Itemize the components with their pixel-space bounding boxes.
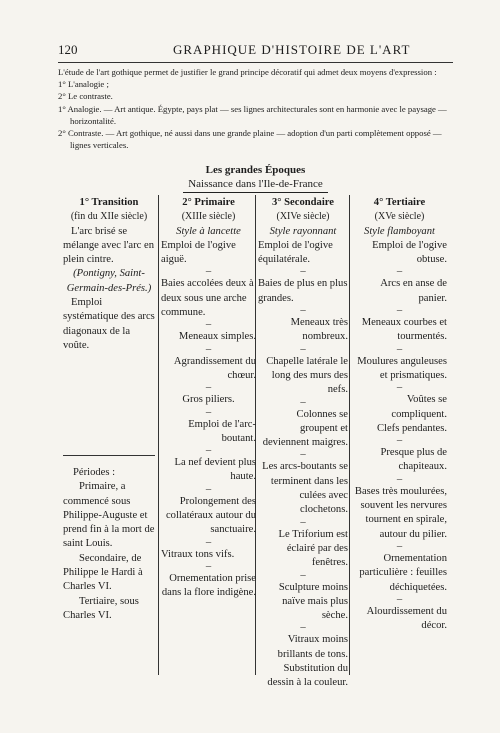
column-century: (XVe siècle) <box>374 211 425 223</box>
list-item: Gros piliers. <box>182 394 235 406</box>
intro-line: L'étude de l'art gothique permet de justifier le grand principe décoratif qui admet deux moyens d'expression : <box>58 67 437 77</box>
column-heading: 1° Transition <box>79 197 139 208</box>
separator-dash: – <box>396 343 403 355</box>
header-rule <box>58 62 453 63</box>
list-item: Meneaux simples. <box>178 331 256 343</box>
column-style: Style à lancette <box>176 225 241 237</box>
running-title: GRAPHIQUE D'HISTOIRE DE L'ART <box>173 42 411 57</box>
list-item: La nef devient plus haute. <box>174 457 256 483</box>
list-item: Bases très moulurées, souvent les nervures tournent en spirale, autour du pilier. <box>354 485 447 540</box>
contraste-paragraph: 2° Contraste. — Art gothique, né aussi dans une grande plaine — adoption d'un parti complètement opposé — lignes verticales. <box>58 128 442 151</box>
separator-dash: – <box>205 266 212 278</box>
column-tertiaire <box>352 196 447 633</box>
periods-rule <box>63 455 155 456</box>
column-heading: 2° Primaire <box>182 197 235 208</box>
list-item: Meneaux très nombreux. <box>290 317 348 343</box>
intro-text <box>58 66 453 151</box>
list-item: Vitraux moins brillants de tons. Substitution du dessin à la couleur. <box>267 634 348 689</box>
separator-dash: – <box>205 319 212 331</box>
list-item: Ornementation particulière : feuilles déchiquetées. <box>359 552 447 593</box>
separator-dash: – <box>396 266 403 278</box>
separator-dash: – <box>205 445 212 457</box>
column-century: (XIIIe siècle) <box>181 211 236 223</box>
list-item: Colonnes se groupent et deviennent maigres. <box>262 408 348 449</box>
list-item: Sculpture moins naïve mais plus sèche. <box>278 581 348 622</box>
periods-title: Périodes : <box>73 467 116 478</box>
separator-dash: – <box>205 382 212 394</box>
list-item: Baies de plus en plus grandes. <box>258 278 348 304</box>
list-item: Emploi de l'ogive équilatérale. <box>258 239 333 266</box>
column-heading: 3° Secondaire <box>271 197 334 208</box>
list-item: Alourdissement du décor. <box>366 605 447 632</box>
period-secondaire: Secondaire, de Philippe le Hardi à Charles VI. <box>63 552 143 593</box>
separator-dash: – <box>300 266 306 278</box>
column-style: Style flamboyant <box>364 225 435 237</box>
column-century: (fin du XIIe siècle) <box>70 211 148 223</box>
separator-dash: – <box>205 406 212 418</box>
period-tertiaire: Tertiaire, sous Charles VI. <box>63 595 139 621</box>
section-subtitle: Naissance dans l'Ile-de-France <box>188 178 323 190</box>
list-item: Prolongement des collatéraux autour du sanctuaire. <box>165 495 256 536</box>
column-heading: 4° Tertiaire <box>373 197 426 208</box>
period-primaire: Primaire, a commencé sous Philippe-Auguste et prend fin à la mort de saint Louis. <box>63 481 155 550</box>
separator-dash: – <box>205 560 212 572</box>
column-secondaire <box>258 196 348 691</box>
separator-dash: – <box>300 396 306 408</box>
list-item: Emploi de l'arc-boutant. <box>188 418 256 444</box>
separator-dash: – <box>396 473 403 485</box>
intro-item-analogie: 1° L'analogie ; <box>58 79 109 90</box>
separator-dash: – <box>396 435 403 447</box>
page-header <box>58 42 453 60</box>
list-item: Meneaux courbes et tourmentés. <box>361 317 447 343</box>
column-style: Style rayonnant <box>269 225 337 237</box>
page-number: 120 <box>58 42 78 57</box>
list-item: Vitraux tons vifs. <box>161 548 235 560</box>
list-item: Agrandissement du chœur. <box>173 355 256 381</box>
list-item: Baies accolées deux à deux sous une arche commune. <box>161 278 254 319</box>
separator-dash: – <box>396 540 403 552</box>
column-century: (XIVe siècle) <box>276 211 330 223</box>
list-item: L'arc brisé se mélange avec l'arc en plein cintre. <box>63 225 155 266</box>
list-item: Chapelle latérale le long des murs des nefs. <box>266 355 348 396</box>
list-item: (Pontigny, Saint-Germain-des-Prés.) <box>66 268 152 294</box>
list-item: Emploi systématique des arcs diagonaux de la voûte. <box>63 297 155 351</box>
section-title: Les grandes Époques <box>205 164 306 176</box>
separator-dash: – <box>396 382 403 394</box>
separator-dash: – <box>300 449 306 461</box>
separator-dash: – <box>300 305 306 317</box>
separator-dash: – <box>205 343 212 355</box>
separator-dash: – <box>300 516 306 528</box>
column-primaire <box>161 196 256 601</box>
list-item: Les arcs-boutants se terminent dans les culées avec clochetons. <box>262 461 348 516</box>
column-transition <box>63 196 155 353</box>
list-item: Voûtes se compliquent. <box>391 394 447 420</box>
separator-dash: – <box>205 483 212 495</box>
list-item: Emploi de l'ogive aiguë. <box>161 239 236 266</box>
list-item: Ornementation prise dans la flore indigène. <box>161 572 256 599</box>
separator-dash: – <box>396 305 403 317</box>
analogie-paragraph: 1° Analogie. — Art antique. Égypte, pays plat — ses lignes architecturales sont en harmonie avec le paysage — horizontalité. <box>58 103 447 126</box>
periods-block <box>63 466 155 623</box>
subtitle-underline <box>183 192 328 193</box>
column-divider <box>158 195 159 675</box>
intro-item-contraste: 2° Le contraste. <box>58 91 113 102</box>
separator-dash: – <box>396 593 403 605</box>
list-item: Clefs pendantes. <box>376 422 447 434</box>
list-item: Arcs en anse de panier. <box>380 278 447 304</box>
separator-dash: – <box>300 569 306 581</box>
separator-dash: – <box>300 622 306 634</box>
separator-dash: – <box>205 536 212 548</box>
list-item: Moulures anguleuses et prismatiques. <box>357 355 447 381</box>
list-item: Presque plus de chapiteaux. <box>380 447 447 473</box>
list-item: Le Triforium est éclairé par des fenêtres. <box>278 528 348 569</box>
column-divider <box>349 195 350 675</box>
separator-dash: – <box>300 343 306 355</box>
list-item: Emploi de l'ogive obtuse. <box>372 239 447 266</box>
